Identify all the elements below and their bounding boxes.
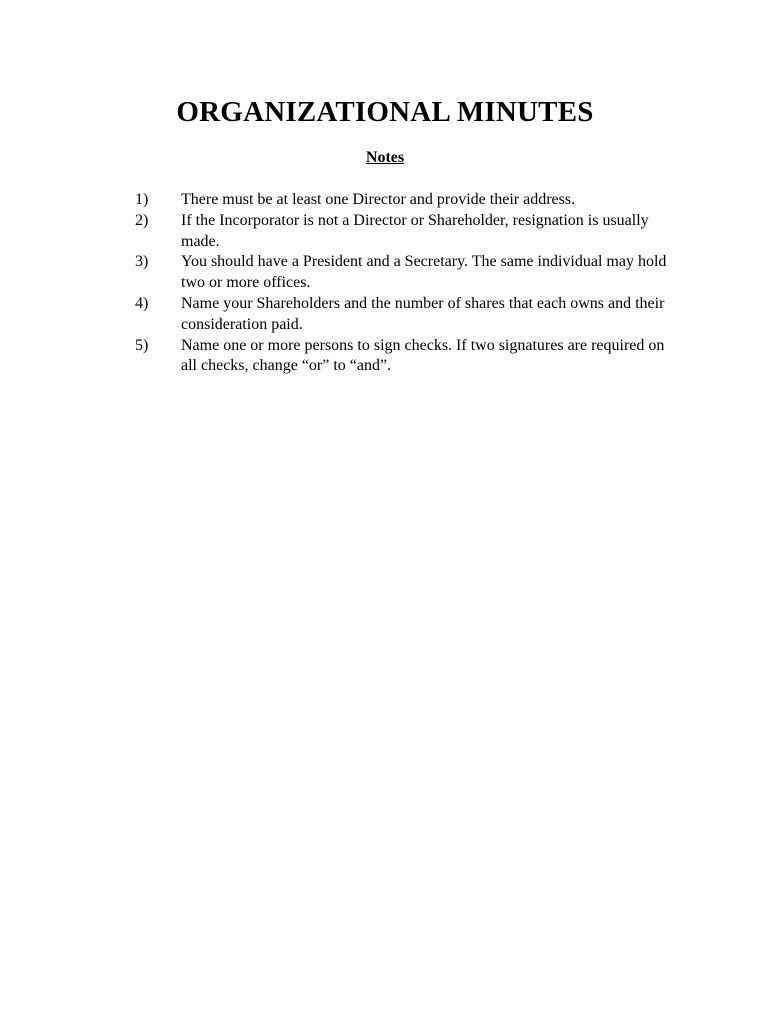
note-item xyxy=(135,336,675,378)
note-item xyxy=(135,190,675,211)
notes-heading: Notes xyxy=(365,149,405,166)
note-text: You should have a President and a Secretary. The same individual may hold two or more offices. xyxy=(181,253,667,292)
notes-list xyxy=(135,190,675,377)
note-text: Name one or more persons to sign checks. If two signatures are required on all checks, change “or” to “and”. xyxy=(181,336,665,375)
note-number: 3) xyxy=(135,253,149,271)
note-text: Name your Shareholders and the number of shares that each owns and their consideration paid. xyxy=(181,294,665,333)
note-number: 4) xyxy=(135,294,149,312)
note-text: If the Incorporator is not a Director or Shareholder, resignation is usually made. xyxy=(181,211,649,250)
note-item xyxy=(135,294,675,336)
note-number: 1) xyxy=(135,191,149,208)
document-title: ORGANIZATIONAL MINUTES xyxy=(176,96,594,128)
note-number: 5) xyxy=(135,336,149,354)
note-item xyxy=(135,211,675,253)
note-item xyxy=(135,252,675,294)
note-number: 2) xyxy=(135,211,149,229)
note-text: There must be at least one Director and provide their address. xyxy=(181,191,576,208)
